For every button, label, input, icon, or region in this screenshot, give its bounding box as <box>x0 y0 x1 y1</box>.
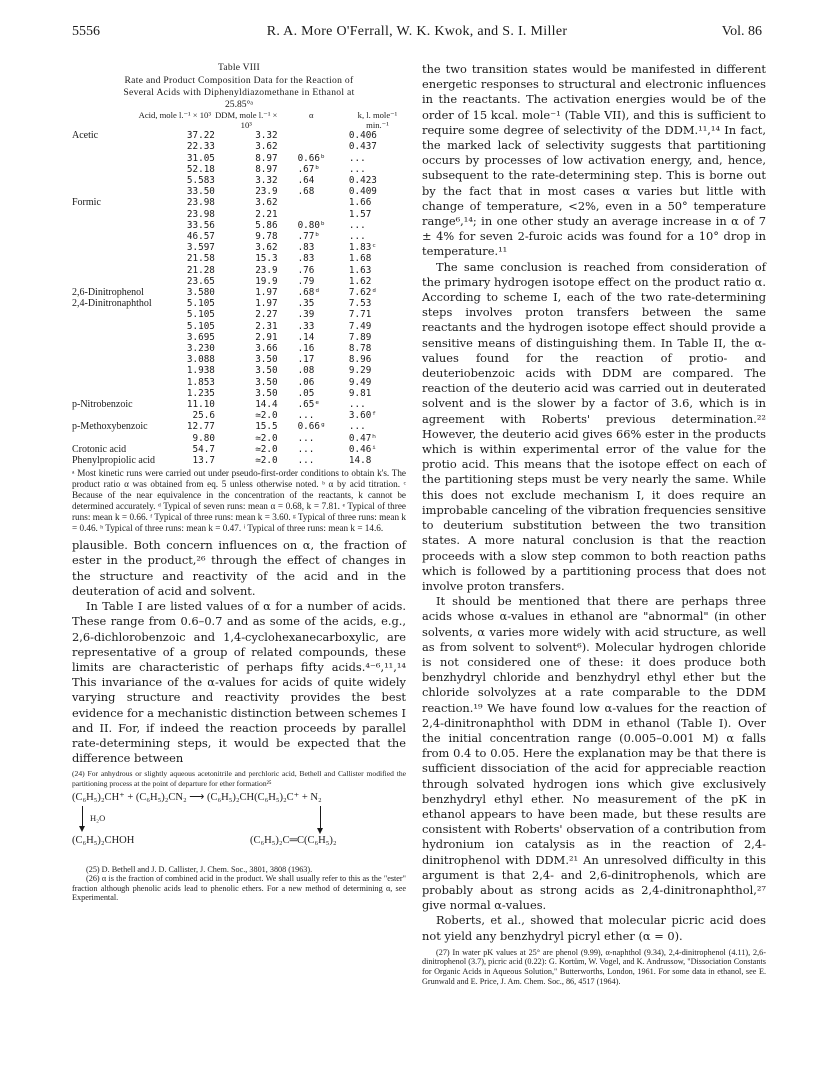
table-cell-alpha: .33 <box>297 320 315 332</box>
table-cell-ddm: 23.9 <box>255 264 278 276</box>
table-cell-k: ... <box>348 231 366 243</box>
table-row <box>72 220 406 231</box>
table-cell-acid-conc: 9.80 <box>192 432 215 444</box>
scheme-water-label: H₂O <box>90 812 106 823</box>
table-cell-ddm: 3.50 <box>255 387 278 399</box>
reference-27: (27) In water pK values at 25° are phenol (9.99), α-naphthol (9.34), 2,4-dinitrophenol (4.11), 2,6-dinitrophenol (3.7), picric acid (0.22): G. Kortüm, W. Vogel, and K. Andrussow, "Dissociation Constants for Organic Acids in Aqueous Solution," Butterworths, London, 1961. For some data in ethanol, see E. Grunwald and E. Price, J. Am. Chem. Soc., 86, 4517 (1964). <box>422 947 766 986</box>
table-row <box>72 186 406 197</box>
table-cell-k: 1.63 <box>348 264 372 276</box>
table-row <box>72 399 406 410</box>
table-cell-acid-conc: 1.235 <box>186 387 215 399</box>
table-cell-ddm: 3.62 <box>255 197 278 209</box>
table-caption-line1: Rate and Product Composition Data for the Reaction of <box>124 74 354 86</box>
table-cell-acid <box>72 433 164 444</box>
table-cell-acid-conc: 23.98 <box>186 208 215 220</box>
table-cell-acid <box>72 209 164 220</box>
table-cell-ddm: 3.66 <box>255 343 278 355</box>
table-row <box>72 365 406 376</box>
left-column <box>72 62 406 903</box>
table-cell-acid-conc: 37.22 <box>186 130 215 142</box>
table-cell-alpha: .14 <box>297 331 315 343</box>
table-cell-acid-conc: 5.105 <box>186 320 215 332</box>
table-cell-acid-conc: 12.77 <box>186 421 215 433</box>
table-cell-acid-conc: 1.938 <box>186 365 215 377</box>
table-temperature: 25.85°ᵃ <box>224 98 254 110</box>
table-cell-k: 1.66 <box>348 197 372 209</box>
table-cell-ddm: 9.78 <box>255 231 278 243</box>
table-cell-ddm: 2.21 <box>255 208 278 220</box>
table-cell-alpha <box>278 141 345 152</box>
left-paragraph-1: plausible. Both concern influences on α, the fraction of ester in the product,²⁶ through the effect of changes in the structure and reactivity of the acid and in the deuteration of acid and solvent. <box>72 538 406 598</box>
table-cell-alpha: 0.66ᵇ <box>297 152 326 164</box>
table-cell-alpha: ... <box>297 443 315 455</box>
table-cell-alpha: .83 <box>297 253 315 265</box>
table-cell-k: 0.406 <box>348 130 377 142</box>
table-cell-acid-conc: 23.98 <box>186 197 215 209</box>
table-cell-ddm: 15.3 <box>255 253 278 265</box>
scheme-arrow-down-icon <box>320 806 321 830</box>
table-cell-acid-conc: 21.58 <box>186 253 215 265</box>
table-cell-acid <box>72 365 164 376</box>
table-cell-alpha <box>278 197 345 208</box>
table-row <box>72 421 406 432</box>
table-cell-alpha: .68 <box>297 186 315 198</box>
table-footnote: ᵃ Most kinetic runs were carried out under pseudo-first-order conditions to obtain k's. The product ratio α was obtained from eq. 5 unless otherwise noted. ᵇ α by acid titration. ᶜ Because of the near equivalence in the concentration of the reactants, k cannot be determined accurately. ᵈ Typical of seven runs: mean α = 0.68, k = 7.81. ᵉ Typical of three runs: mean k = 0.66. ᶠ Typical of three runs: mean k = 3.60. ᵍ Typical of three runs: mean k = 0.46. ʰ Typical of three runs: mean k = 0.47. ⁱ Typical of three runs: mean k = 14.6. <box>72 468 406 534</box>
table-cell-ddm: 23.9 <box>255 186 278 198</box>
table-cell-alpha: .39 <box>297 309 315 321</box>
table-cell-k: 7.53 <box>348 298 372 310</box>
table-row <box>72 276 406 287</box>
table-cell-alpha: ... <box>297 455 315 467</box>
table-cell-k: 7.49 <box>348 320 372 332</box>
right-paragraph-1: the two transition states would be manifested in different energetic responses to structural and electronic influences in the reactants. The activation energies would be of the order of 15 kcal. mole⁻¹ (Table VII), and this is sufficient to require some degree of selectivity of the DDM.¹¹,¹⁴ In fact, the marked lack of selectivity suggests that partitioning occurs by processes of low activation energy, and, hence, subsequent to the rate-determining step. This is borne out by the fact that in most cases α varies but little with change of temperature, <2%, even in a 50° temperature range⁶,¹⁴; in one other study an average increase in α of 7 ± 4% for seven 2-furoic acids was found for a 10° drop in temperature.¹¹ <box>422 62 766 259</box>
table-cell-alpha: .35 <box>297 298 315 310</box>
table-cell-acid-conc: 5.105 <box>186 298 215 310</box>
table-cell-acid <box>72 309 164 320</box>
table-row <box>72 309 406 320</box>
table-cell-alpha: .17 <box>297 354 315 366</box>
table-cell-alpha: .76 <box>297 264 315 276</box>
table-cell-k: 1.68 <box>348 253 372 265</box>
table-row <box>72 164 406 175</box>
table-cell-k: 0.46ⁱ <box>348 443 377 455</box>
table-cell-alpha: .06 <box>297 376 315 388</box>
table-cell-ddm: 1.97 <box>255 298 278 310</box>
table-cell-k: 0.423 <box>348 175 377 186</box>
table-cell-acid: Formic <box>72 197 101 209</box>
table-row <box>72 153 406 164</box>
data-table <box>72 111 406 466</box>
table-cell-acid-conc: 3.597 <box>186 242 215 254</box>
table-caption-line2: Several Acids with Diphenyldiazomethane in Ethanol at <box>123 87 355 98</box>
table-cell-k: 0.47ʰ <box>348 432 377 444</box>
volume-label: Vol. 86 <box>721 24 762 39</box>
table-cell-alpha: 0.80ᵇ <box>297 219 326 231</box>
table-cell-alpha: .77ᵇ <box>297 231 320 243</box>
table-cell-k: 9.29 <box>348 365 372 377</box>
table-cell-k: 1.83ᶜ <box>348 242 377 254</box>
table-cell-k: 8.96 <box>348 354 372 366</box>
table-cell-ddm: 8.97 <box>255 163 278 175</box>
table-header-row <box>72 111 406 130</box>
table-cell-k: 7.62ᵈ <box>348 287 377 299</box>
table-cell-k: ... <box>348 152 366 164</box>
table-cell-k: 8.78 <box>348 343 372 355</box>
table-cell-ddm: 8.97 <box>255 152 278 164</box>
table-cell-ddm: ≃2.0 <box>255 432 278 444</box>
table-cell-acid <box>72 343 164 354</box>
table-cell-acid-conc: 11.10 <box>186 399 215 411</box>
table-cell-alpha: 0.66ᵍ <box>297 421 326 433</box>
table-cell-alpha <box>278 209 345 220</box>
table-cell-ddm: 14.4 <box>255 399 278 411</box>
table-cell-ddm: 2.91 <box>255 331 278 343</box>
table-cell-acid-conc: 3.088 <box>186 354 215 366</box>
table-row <box>72 298 406 309</box>
table-cell-alpha <box>278 130 345 141</box>
table-row <box>72 321 406 332</box>
col-header-alpha: α <box>308 110 314 120</box>
footnote-24: (24) For anhydrous or slightly aqueous acetonitrile and perchloric acid, Bethell and Callister modified the partitioning process at the point of departure for ether formation²⁵ <box>72 769 406 788</box>
table-cell-k: 0.437 <box>348 141 377 153</box>
table-row <box>72 175 406 186</box>
table-row <box>72 253 406 264</box>
table-cell-acid <box>72 354 164 365</box>
table-cell-ddm: 2.31 <box>255 320 278 332</box>
table-cell-acid: 2,4-Dinitronaphthol <box>72 298 152 310</box>
table-cell-acid-conc: 3.580 <box>186 287 215 299</box>
table-cell-acid-conc: 5.583 <box>186 175 215 186</box>
col-header-k: k, l. mole⁻¹ min.⁻¹ <box>357 110 398 130</box>
table-cell-k: 1.62 <box>348 275 372 287</box>
table-cell-ddm: 2.27 <box>255 309 278 321</box>
table-row <box>72 265 406 276</box>
table-cell-acid <box>72 388 164 399</box>
table-row <box>72 130 406 141</box>
table-cell-acid <box>72 141 164 152</box>
table-cell-alpha: ... <box>297 432 315 444</box>
table-cell-k: 9.81 <box>348 387 372 399</box>
table-row <box>72 209 406 220</box>
table-cell-acid <box>72 242 164 253</box>
table-cell-acid-conc: 3.230 <box>186 343 215 355</box>
table-cell-acid-conc: 13.7 <box>192 455 215 467</box>
left-paragraph-2: In Table I are listed values of α for a number of acids. These range from 0.6–0.7 and as some of the acids, e.g., 2,6-dichlorobenzoic and 1,4-cyclohexanecarboxylic, are representative of a group of related compounds, these limits are characteristic of perhaps fifty acids.⁴⁻⁶,¹¹,¹⁴ This invariance of the α-values for acids of quite widely varying structure and reactivity provides the best evidence for a mechanistic distinction between schemes I and II. For, if indeed the reaction proceeds by parallel rate-determining steps, it would be expected that the difference between <box>72 599 406 766</box>
table-row <box>72 197 406 208</box>
table-cell-ddm: 3.62 <box>255 141 278 153</box>
table-row <box>72 287 406 298</box>
table-cell-ddm: 3.50 <box>255 365 278 377</box>
table-cell-alpha: .08 <box>297 365 315 377</box>
table-cell-acid-conc: 23.65 <box>186 275 215 287</box>
table-cell-ddm: 3.50 <box>255 376 278 388</box>
table-cell-k: 1.57 <box>348 208 372 220</box>
table-cell-acid-conc: 3.695 <box>186 331 215 343</box>
reaction-scheme <box>72 791 406 865</box>
table-cell-k: ... <box>348 421 366 433</box>
table-row <box>72 433 406 444</box>
scheme-reactants: (C₆H₅)₂CH⁺ + (C₆H₅)₂CN₂ ⟶ (C₆H₅)₂CH(C₆H₅)₂C⁺ + N₂ <box>72 791 322 803</box>
table-cell-acid <box>72 175 164 186</box>
table-cell-acid-conc: 33.50 <box>186 186 215 198</box>
table-cell-acid <box>72 253 164 264</box>
table-cell-acid <box>72 276 164 287</box>
table-cell-ddm: 5.86 <box>255 219 278 231</box>
table-cell-k: 7.71 <box>348 309 372 321</box>
table-cell-acid <box>72 153 164 164</box>
table-cell-ddm: ≃2.0 <box>255 410 278 422</box>
table-cell-acid <box>72 265 164 276</box>
table-cell-ddm: 1.97 <box>255 287 278 299</box>
table-cell-ddm: ≃2.0 <box>255 455 278 467</box>
table-cell-acid-conc: 1.853 <box>186 376 215 388</box>
table-row <box>72 242 406 253</box>
table-cell-acid: Acetic <box>72 130 99 142</box>
table-cell-acid <box>72 220 164 231</box>
page-header <box>72 24 762 44</box>
table-cell-acid-conc: 5.105 <box>186 309 215 321</box>
table-cell-acid <box>72 231 164 242</box>
table-cell-k: ... <box>348 399 366 411</box>
page-number: 5556 <box>72 24 100 39</box>
table-cell-alpha: .65ᵉ <box>297 399 320 411</box>
table-cell-acid-conc: 46.57 <box>186 231 215 243</box>
table-cell-ddm: 3.50 <box>255 354 278 366</box>
table-cell-ddm: 19.9 <box>255 275 278 287</box>
reference-26: (26) α is the fraction of combined acid in the product. We shall usually refer to this as the "ester" fraction although phenolic acids lead to phenolic ethers. For a new method of determining α, see Experimental. <box>72 874 406 903</box>
table-cell-acid-conc: 22.33 <box>186 141 215 153</box>
table-cell-alpha: .83 <box>297 242 315 254</box>
table-cell-alpha: .64 <box>297 175 315 186</box>
table-cell-acid <box>72 332 164 343</box>
table-cell-acid <box>72 321 164 332</box>
table-row <box>72 332 406 343</box>
table-cell-acid-conc: 25.6 <box>192 410 215 422</box>
scheme-arrow-down-icon <box>82 806 83 828</box>
right-column <box>422 62 766 986</box>
table-row <box>72 343 406 354</box>
table-cell-alpha: .67ᵇ <box>297 163 320 175</box>
table-cell-ddm: 3.62 <box>255 242 278 254</box>
table-row <box>72 231 406 242</box>
table-cell-k: 9.49 <box>348 376 372 388</box>
table-row <box>72 141 406 152</box>
table-cell-acid-conc: 54.7 <box>192 443 215 455</box>
table-cell-ddm: 15.5 <box>255 421 278 433</box>
table-cell-acid-conc: 31.05 <box>186 152 215 164</box>
table-cell-acid-conc: 21.28 <box>186 264 215 276</box>
col-header-acid: Acid, mole l.⁻¹ × 10³ <box>138 110 211 120</box>
reference-25: (25) D. Bethell and J. D. Callister, J. Chem. Soc., 3801, 3808 (1963). <box>86 864 313 874</box>
table-cell-acid-conc: 52.18 <box>186 163 215 175</box>
table-cell-acid <box>72 164 164 175</box>
table-row <box>72 410 406 421</box>
table-row <box>72 455 406 466</box>
table-cell-k: 7.89 <box>348 331 372 343</box>
table-cell-acid <box>72 377 164 388</box>
running-authors: R. A. More O'Ferrall, W. K. Kwok, and S. I. Miller <box>266 24 568 39</box>
col-header-ddm: DDM, mole l.⁻¹ × 10³ <box>215 110 278 130</box>
table-cell-k: ... <box>348 219 366 231</box>
table-cell-k: 3.60ᶠ <box>348 410 377 422</box>
table-cell-acid <box>72 186 164 197</box>
table-cell-acid: p-Methoxybenzoic <box>72 421 148 433</box>
table-label: Table VIII <box>218 62 260 73</box>
table-cell-acid: Phenylpropiolic acid <box>72 455 156 467</box>
table-row <box>72 444 406 455</box>
table-row <box>72 354 406 365</box>
right-paragraph-2: The same conclusion is reached from consideration of the primary hydrogen isotope effect on the product ratio α. According to scheme I, each of the two rate-determining steps involves proton transfers between the same reactants and the hydrogen isotope effect should provide a sensitive means of distinguishing them. In Table II, the α-values found for the reaction of protio- and deuteriobenzoic acids with DDM are compared. The reaction of the deuterio acid was carried out in deuterated solvent and is the slower by a factor of 3.6, which is in agreement with Roberts' previous determination.²² However, the deuterio acid gives 66% ester in the products which is within experimental error of the value for the protio acid. This means that the isotope effect on each of the partitioning steps must be very nearly the same. While this does not exclude mechanism I, it does require an improbable canceling of the vibration frequencies sensitive to deuterium substitution between the two transition states. A more natural conclusion is that the reaction proceeds with a slow step common to both reaction paths which is followed by a partitioning process that does not involve proton transfers. <box>422 259 766 593</box>
table-cell-acid: Crotonic acid <box>72 443 127 455</box>
table-row <box>72 388 406 399</box>
table-cell-k: ... <box>348 163 366 175</box>
right-paragraph-4: Roberts, et al., showed that molecular picric acid does not yield any benzhydryl picryl ether (α = 0). <box>422 913 766 943</box>
table-cell-k: 0.409 <box>348 186 377 198</box>
table-cell-ddm: 3.32 <box>255 175 278 186</box>
table-cell-alpha: .79 <box>297 275 315 287</box>
scheme-product-alkene: (C₆H₅)₂C═C(C₆H₅)₂ <box>250 834 337 846</box>
right-paragraph-3: It should be mentioned that there are perhaps three acids whose α-values in ethanol are "abnormal" (in other solvents, α varies more widely with acid structure, as well as from solvent to solvent⁶). Molecular hydrogen chloride is not considered one of these: it does produce both benzhydryl chloride and benzhydryl ethyl ether but the chloride solvolyzes at a rate comparable to the DDM reaction.¹⁹ We have found low α-values for the reaction of 2,4-dinitronaphthol with DDM in ethanol (Table I). Over the initial concentration range (0.005–0.001 M) α falls from 0.4 to 0.05. Here the explanation may be that there is sufficient dissociation of the acid for appreciable reaction through solvated hydrogen ions which give exclusively benzhydryl ethyl ether. No measurement of the pK in ethanol appears to have been made, but these results are consistent with Roberts' observation of a contribution from hydronium ion catalysis as in the reaction of 2,4-dinitrophenol with DDM.²¹ An unresolved difficulty in this argument is that 2,4- and 2,6-dinitrophenols, which are probably about as strong acids as 2,4-dinitronaphthol,²⁷ give normal α-values. <box>422 594 766 913</box>
table-cell-alpha: .68ᵈ <box>297 287 320 299</box>
table-row <box>72 377 406 388</box>
table-cell-alpha: ... <box>297 410 315 422</box>
table-cell-acid: 2,6-Dinitrophenol <box>72 287 144 299</box>
table-cell-alpha: .16 <box>297 343 315 355</box>
table-cell-acid: p-Nitrobenzoic <box>72 399 133 411</box>
table-cell-acid-conc: 33.56 <box>186 219 215 231</box>
table-cell-alpha: .05 <box>297 387 315 399</box>
table-cell-k: 14.8 <box>348 455 372 467</box>
table-cell-ddm: 3.32 <box>255 130 278 142</box>
scheme-product-alcohol: (C₆H₅)₂CHOH <box>72 834 135 846</box>
table-cell-acid <box>72 410 164 421</box>
table-cell-ddm: ≃2.0 <box>255 443 278 455</box>
